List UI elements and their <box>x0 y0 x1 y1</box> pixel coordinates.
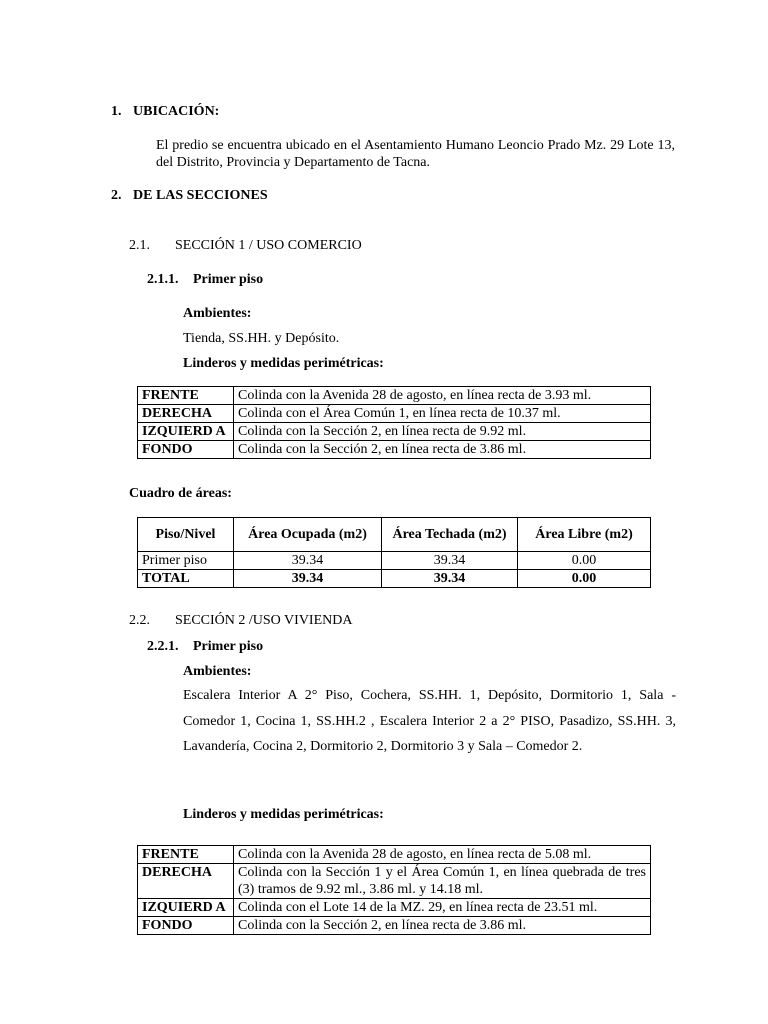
lindero-value: Colinda con la Sección 2, en línea recta de 3.86 ml. <box>234 917 651 935</box>
table-row <box>138 917 651 935</box>
heading-2-1-title: SECCIÓN 1 / USO COMERCIO <box>175 238 362 253</box>
lindero-key: IZQUIERD A <box>138 423 234 441</box>
lindero-key: FRENTE <box>138 846 234 864</box>
heading-2-number: 2. <box>111 188 122 203</box>
lindero-key: DERECHA <box>138 864 234 899</box>
column-header: Piso/Nivel <box>138 518 234 552</box>
heading-2-1-1-number: 2.1.1. <box>147 272 179 287</box>
ambientes-text-2: Escalera Interior A 2° Piso, Cochera, SS.HH. 1, Depósito, Dormitorio 1, Sala - Comedor 1, Cocina 1, SS.HH.2 , Escalera Interior 2 a 2° PISO, Pasadizo, SS.HH. 3, Lavandería, Cocina 2, Dormitorio 2, Dormitorio 3 y Sala – Comedor 2. <box>183 688 676 754</box>
linderos-label-1: Linderos y medidas perimétricas: <box>183 356 384 371</box>
table-cell: 0.00 <box>518 570 651 588</box>
lindero-key: IZQUIERD A <box>138 899 234 917</box>
areas-table <box>137 517 651 588</box>
table-row <box>138 864 651 899</box>
table-row <box>138 405 651 423</box>
lindero-value: Colinda con la Avenida 28 de agosto, en línea recta de 5.08 ml. <box>234 846 651 864</box>
table-cell: 39.34 <box>382 570 518 588</box>
lindero-key: FONDO <box>138 917 234 935</box>
table-total-row <box>138 570 651 588</box>
heading-2-1-number: 2.1. <box>129 238 150 253</box>
heading-2-2-1-title: Primer piso <box>193 639 264 654</box>
lindero-value: Colinda con la Sección 2, en línea recta de 9.92 ml. <box>234 423 651 441</box>
table-cell: TOTAL <box>138 570 234 588</box>
heading-2-2-title: SECCIÓN 2 /USO VIVIENDA <box>175 613 353 628</box>
table-row <box>138 423 651 441</box>
table-cell: Primer piso <box>138 552 234 570</box>
ambientes-label-1: Ambientes: <box>183 306 252 321</box>
lindero-value: Colinda con la Sección 2, en línea recta de 3.86 ml. <box>234 441 651 459</box>
table-cell: 39.34 <box>234 570 382 588</box>
heading-2-title: DE LAS SECCIONES <box>133 188 268 203</box>
lindero-key: DERECHA <box>138 405 234 423</box>
lindero-value: Colinda con el Área Común 1, en línea recta de 10.37 ml. <box>234 405 651 423</box>
heading-1-number: 1. <box>111 104 122 119</box>
table-header-row <box>138 518 651 552</box>
column-header: Área Ocupada (m2) <box>234 518 382 552</box>
table-cell: 0.00 <box>518 552 651 570</box>
heading-1-title: UBICACIÓN: <box>133 104 220 119</box>
table-row <box>138 552 651 570</box>
linderos-table-2 <box>137 845 651 935</box>
column-header: Área Libre (m2) <box>518 518 651 552</box>
ubicacion-paragraph: El predio se encuentra ubicado en el Asentamiento Humano Leoncio Prado Mz. 29 Lote 13, del Distrito, Provincia y Departamento de Tacna. <box>156 138 675 170</box>
ambientes-label-2: Ambientes: <box>183 664 252 679</box>
heading-2-2-1-number: 2.2.1. <box>147 639 179 654</box>
lindero-value: Colinda con la Sección 1 y el Área Común 1, en línea quebrada de tres (3) tramos de 9.92 ml., 3.86 ml. y 14.18 ml. <box>234 864 651 899</box>
heading-2-1-1-title: Primer piso <box>193 272 264 287</box>
table-row <box>138 387 651 405</box>
linderos-table-1 <box>137 386 651 459</box>
table-row <box>138 899 651 917</box>
lindero-value: Colinda con la Avenida 28 de agosto, en línea recta de 3.93 ml. <box>234 387 651 405</box>
table-cell: 39.34 <box>382 552 518 570</box>
column-header: Área Techada (m2) <box>382 518 518 552</box>
lindero-key: FONDO <box>138 441 234 459</box>
ambientes-text-1: Tienda, SS.HH. y Depósito. <box>183 331 340 346</box>
lindero-key: FRENTE <box>138 387 234 405</box>
linderos-label-2: Linderos y medidas perimétricas: <box>183 807 384 822</box>
table-row <box>138 846 651 864</box>
heading-2-2-number: 2.2. <box>129 613 150 628</box>
table-cell: 39.34 <box>234 552 382 570</box>
table-row <box>138 441 651 459</box>
cuadro-areas-label: Cuadro de áreas: <box>129 486 232 501</box>
lindero-value: Colinda con el Lote 14 de la MZ. 29, en línea recta de 23.51 ml. <box>234 899 651 917</box>
